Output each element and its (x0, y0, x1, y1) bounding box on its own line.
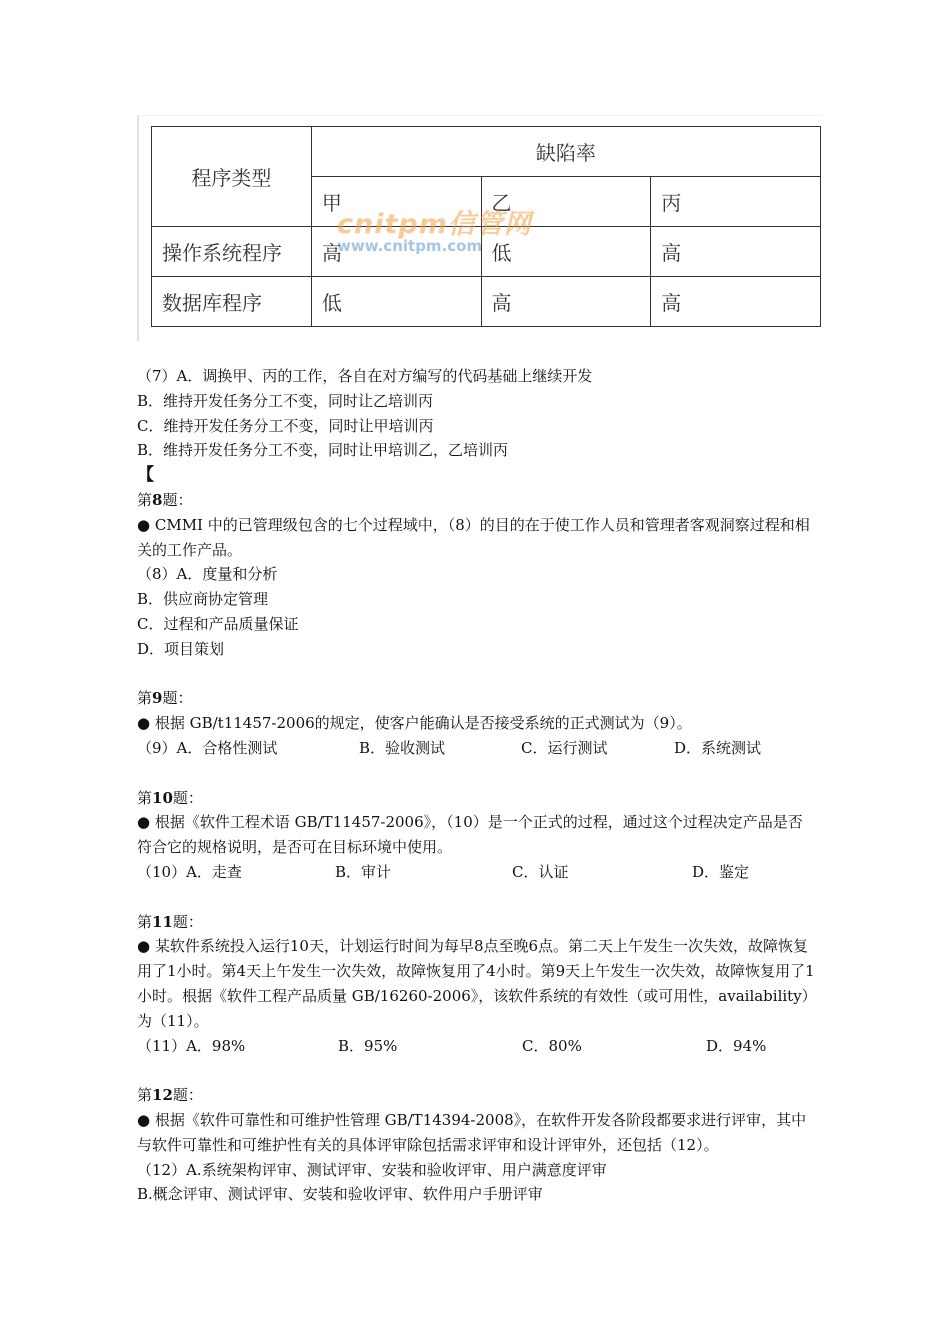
q10-option-d: D．鉴定 (692, 862, 750, 881)
table-cell: 低 (481, 227, 651, 277)
q9-number: 9 (152, 689, 163, 708)
q12-prefix: 第 (137, 1086, 153, 1105)
q11-option-a: （11）A．98% (137, 1036, 246, 1055)
q10-number: 10 (152, 788, 173, 807)
q8-prefix: 第 (137, 490, 153, 509)
q7-option-b: B．维持开发任务分工不变，同时让乙培训丙 (137, 391, 434, 410)
q11-options (137, 1034, 817, 1059)
q9-suffix: 题： (162, 689, 193, 708)
q11-option-c: C．80% (522, 1036, 582, 1055)
q9-options (137, 736, 817, 761)
q8-heading (137, 488, 817, 513)
row-label: 操作系统程序 (152, 227, 312, 277)
q12-option-b: B.概念评审、测试评审、安装和验收评审、软件用户手册评审 (137, 1185, 543, 1204)
q11-option-b: B．95% (338, 1036, 398, 1055)
header-defect-rate: 缺陷率 (311, 127, 820, 177)
q10-option-b: B．审计 (335, 862, 392, 881)
q10-prefix: 第 (137, 788, 153, 807)
q12-number: 12 (152, 1086, 173, 1105)
q8-option-d: D．项目策划 (137, 639, 225, 658)
q7-option-a: （7）A．调换甲、丙的工作，各自在对方编写的代码基础上继续开发 (137, 367, 593, 385)
table-cell: 高 (651, 277, 821, 327)
q10-stem: ● 根据《软件工程术语 GB/T11457-2006》，（10）是一个正式的过程，通过这个过程决定产品是否符合它的规格说明，是否可在目标环境中使用。 (137, 813, 803, 857)
q11-stem: ● 某软件系统投入运行10天，计划运行时间为每早8点至晚6点。第二天上午发生一次失效，故障恢复用了1小时。第4天上午发生一次失效，故障恢复用了4小时。第9天上午发生一次失效，故障恢复用了1小时。根据《软件工程产品质量 GB/16260-2006》，该软件系统的有效性（或可用性，availability）为（11）。 (137, 937, 817, 1030)
q9-option-d: D．系统测试 (674, 738, 762, 757)
q7-option-d: B．维持开发任务分工不变，同时让甲培训乙，乙培训丙 (137, 441, 509, 460)
subheader-yi: 乙 (481, 177, 651, 227)
q11-number: 11 (152, 912, 173, 931)
q8-stem: ● CMMI 中的已管理级包含的七个过程域中，（8）的目的在于使工作人员和管理者客观洞察过程和相关的工作产品。 (137, 515, 810, 559)
q10-option-c: C．认证 (512, 862, 569, 881)
header-program-type: 程序类型 (152, 127, 312, 227)
watermark-logo: cnitpm信管网 (337, 209, 532, 240)
q10-options (137, 860, 817, 885)
q8-option-a: （8）A．度量和分析 (137, 565, 278, 584)
q12-suffix: 题： (172, 1086, 203, 1105)
q8-option-c: C．过程和产品质量保证 (137, 614, 299, 633)
q8-number: 8 (152, 490, 163, 509)
table-cell: 高 (481, 277, 651, 327)
q11-option-d: D．94% (706, 1036, 767, 1055)
table-row (152, 227, 821, 277)
defect-rate-table-image (137, 115, 821, 341)
table-cell: 高 (311, 227, 481, 277)
q9-option-c: C．运行测试 (521, 738, 608, 757)
q10-suffix: 题： (172, 788, 203, 807)
row-label: 数据库程序 (152, 277, 312, 327)
q9-stem: ● 根据 GB/t11457-2006的规定，使客户能确认是否接受系统的正式测试为（9）。 (137, 714, 692, 733)
subheader-jia: 甲 (311, 177, 481, 227)
table-cell: 低 (311, 277, 481, 327)
q8-option-b: B．供应商协定管理 (137, 590, 269, 609)
watermark-url: www.cnitpm.com (337, 237, 483, 255)
q9-prefix: 第 (137, 689, 153, 708)
q12-heading (137, 1083, 817, 1108)
q10-heading (137, 786, 817, 811)
defect-rate-table (151, 126, 821, 327)
q7-option-c: C．维持开发任务分工不变，同时让甲培训丙 (137, 416, 434, 435)
q10-option-a: （10）A．走查 (137, 862, 242, 881)
q11-suffix: 题： (172, 912, 203, 931)
q12-option-a: （12）A.系统架构评审、测试评审、安装和验收评审、用户满意度评审 (137, 1160, 607, 1179)
table-row (152, 277, 821, 327)
q9-option-a: （9）A．合格性测试 (137, 738, 278, 757)
q9-heading (137, 686, 817, 711)
subheader-bing: 丙 (651, 177, 821, 227)
table-cell: 高 (651, 227, 821, 277)
q8-suffix: 题： (162, 490, 193, 509)
q9-option-b: B．验收测试 (359, 738, 446, 757)
bracket-mark: 【 (137, 465, 154, 486)
q11-prefix: 第 (137, 912, 153, 931)
document-body (137, 364, 817, 1207)
q12-stem: ● 根据《软件可靠性和可维护性管理 GB/T14394-2008》，在软件开发各阶段都要求进行评审，其中与软件可靠性和可维护性有关的具体评审除包括需求评审和设计评审外，还包括（12）。 (137, 1110, 807, 1154)
q11-heading (137, 910, 817, 935)
